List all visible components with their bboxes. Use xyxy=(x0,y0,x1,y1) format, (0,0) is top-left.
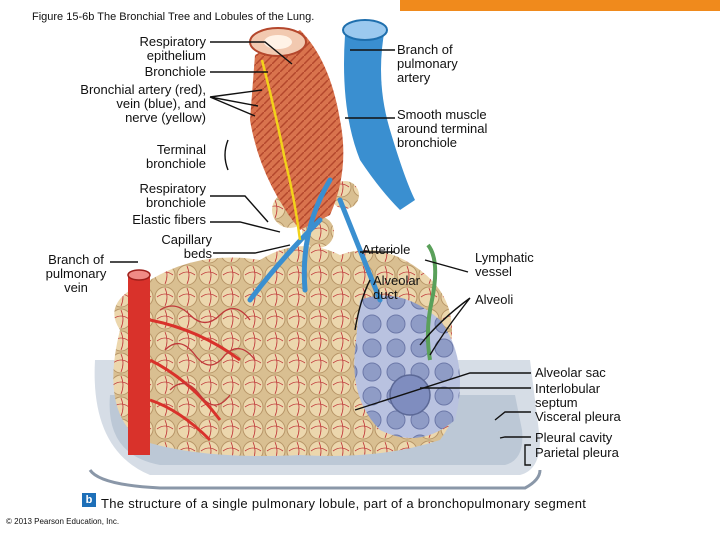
label-branch-pulmonary-vein: Branch of pulmonary vein xyxy=(45,252,107,295)
label-capillary-beds: Capillary beds xyxy=(161,232,212,261)
label-arteriole: Arteriole xyxy=(362,242,411,257)
label-bronchiole: Bronchiole xyxy=(144,64,206,79)
label-pleural-cavity: Pleural cavity xyxy=(535,430,613,445)
label-elastic-fibers: Elastic fibers xyxy=(132,212,206,227)
bronchiole-tube xyxy=(250,28,343,230)
label-visceral-pleura: Visceral pleura xyxy=(535,409,621,424)
label-alveoli: Alveoli xyxy=(475,292,514,307)
label-smooth-muscle: Smooth muscle around terminal bronchiole xyxy=(397,107,488,150)
copyright-notice: © 2013 Pearson Education, Inc. xyxy=(6,517,120,526)
label-parietal-pleura: Parietal pleura xyxy=(535,445,619,460)
label-interlobular-septum: Interlobular septum xyxy=(535,381,601,410)
label-branch-pulmonary-artery: Branch of pulmonary artery xyxy=(397,42,458,85)
label-lymphatic-vessel: Lymphatic vessel xyxy=(475,250,534,279)
label-respiratory-epithelium: Respiratory epithelium xyxy=(139,34,206,63)
figure-caption: The structure of a single pulmonary lobule, part of a bronchopulmonary segment xyxy=(101,496,587,511)
label-alveolar-sac: Alveolar sac xyxy=(535,365,606,380)
label-terminal-bronchiole: Terminal bronchiole xyxy=(146,142,206,171)
figure-title: Figure 15-6b The Bronchial Tree and Lobules of the Lung. xyxy=(32,11,315,23)
label-alveolar-duct: Alveolar duct xyxy=(373,273,420,302)
label-respiratory-bronchiole: Respiratory bronchiole xyxy=(139,181,206,210)
caption-letter-badge: b xyxy=(82,493,96,507)
label-bronchial-artery-vein-nerve: Bronchial artery (red), vein (blue), and nerve (yellow) xyxy=(80,82,206,125)
